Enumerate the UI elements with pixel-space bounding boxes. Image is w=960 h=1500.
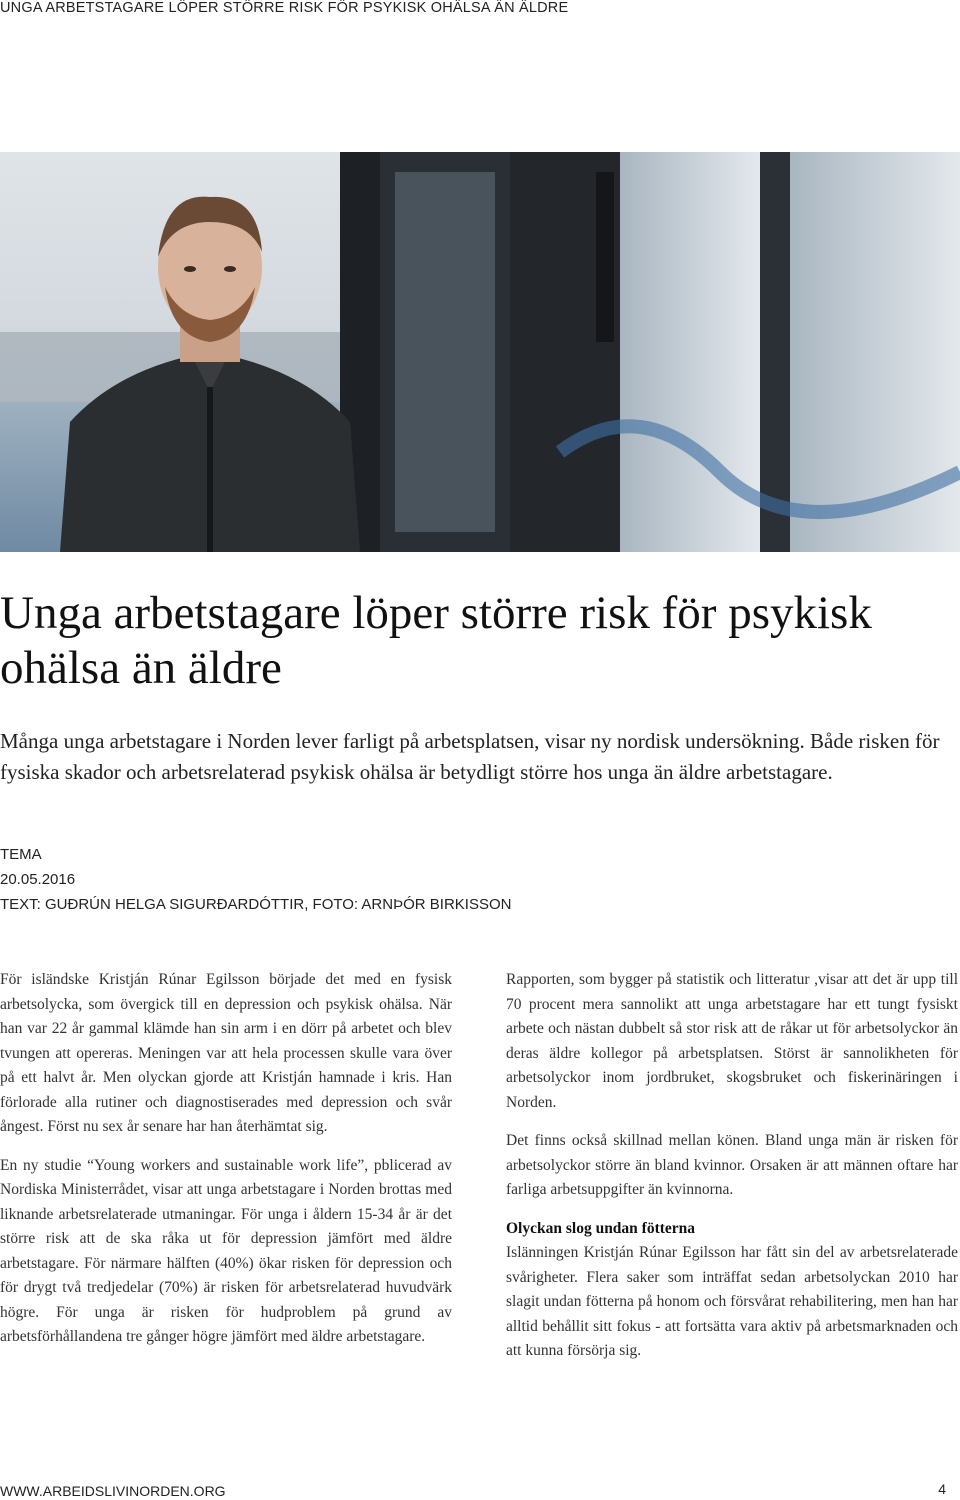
body-paragraph: Islänningen Kristján Rúnar Egilsson har fått sin del av arbetsrelaterade svårigheter. Flera saker som inträffat sedan arbetsolyckan 2010 har slagit undan fötterna på honom och försvårat rehabilitering, men han har alltid behållit sitt fokus - att fortsätta vara aktiv på arbetsmarknaden och att kunna försörja sig. <box>506 1244 958 1359</box>
hero-photo-illustration <box>0 152 960 552</box>
body-paragraph: Det finns också skillnad mellan könen. Bland unga män är risken för arbetsolyckor större än bland kvinnor. Orsaken är att männen oftare har farliga arbetsuppgifter än kvinnorna. <box>506 1132 958 1198</box>
article-meta <box>0 842 940 917</box>
hero-photo <box>0 152 960 552</box>
section-heading: Olyckan slog undan fötterna <box>506 1219 696 1237</box>
body-paragraph: Rapporten, som bygger på statistik och litteratur ,visar att det är upp till 70 procent mera sannolikt att unga arbetstagare har ett tungt fysiskt arbete och nästan dubbelt så stor risk att de råkar ut för arbetsolyckor än deras äldre kollegor på arbetsplatsen. Störst är sannolikheten för arbetsolyckor inom jordbruket, skogsbruket och fiskerinäringen i Norden. <box>506 971 958 1111</box>
body-paragraph: För isländske Kristján Rúnar Egilsson började det med en fysisk arbetsolycka, som övergick till en depression och psykisk ohälsa. När han var 22 år gammal klämde han sin arm i en dörr på arbetet och blev tvungen att opereras. Meningen var att hela processen skulle vara över på ett halvt år. Men olyckan gjorde att Kristján hamnade i kris. Han förlorade alla rutiner och diagnostiserades med depression och svår ångest. Först nu sex år senare har han återhämtat sig. <box>0 971 452 1135</box>
page-number: 4 <box>938 1481 946 1497</box>
footer-website-link[interactable]: WWW.ARBEIDSLIVINORDEN.ORG <box>0 1483 226 1499</box>
article-title: Unga arbetstagare löper större risk för psykisk ohälsa än äldre <box>0 587 872 694</box>
body-column-left <box>0 968 452 1364</box>
body-column-right <box>506 968 958 1378</box>
article-lead: Många unga arbetstagare i Norden lever farligt på arbetsplatsen, visar ny nordisk undersökning. Både risken för fysiska skador och arbetsrelaterad psykisk ohälsa är betydligt större hos unga än äldre arbetstagare. <box>0 729 940 784</box>
running-header: UNGA ARBETSTAGARE LÖPER STÖRRE RISK FÖR PSYKISK OHÄLSA ÄN ÄLDRE <box>0 0 569 16</box>
article-date: 20.05.2016 <box>0 871 76 888</box>
article-byline: TEXT: GUÐRÚN HELGA SIGURÐARDÓTTIR, FOTO: ARNÞÓR BIRKISSON <box>0 896 512 913</box>
body-paragraph: En ny studie “Young workers and sustainable work life”, pblicerad av Nordiska Ministerrådet, visar att unga arbetstagare i Norden brottas med liknande arbetsrelaterade utmaningar. För unga i åldern 15-34 år är det större risk att de ska råka ut för depression jämfört med äldre arbetstagare. För närmare hälften (40%) ökar risken för depression och för drygt två tredjedelar (70%) är risken för arbetsrelaterad huvudvärk högre. För unga är risken för hudproblem på grund av arbetsförhållandena tre gånger högre jämfört med äldre arbetstagare. <box>0 1156 452 1345</box>
article-category: TEMA <box>0 846 42 863</box>
